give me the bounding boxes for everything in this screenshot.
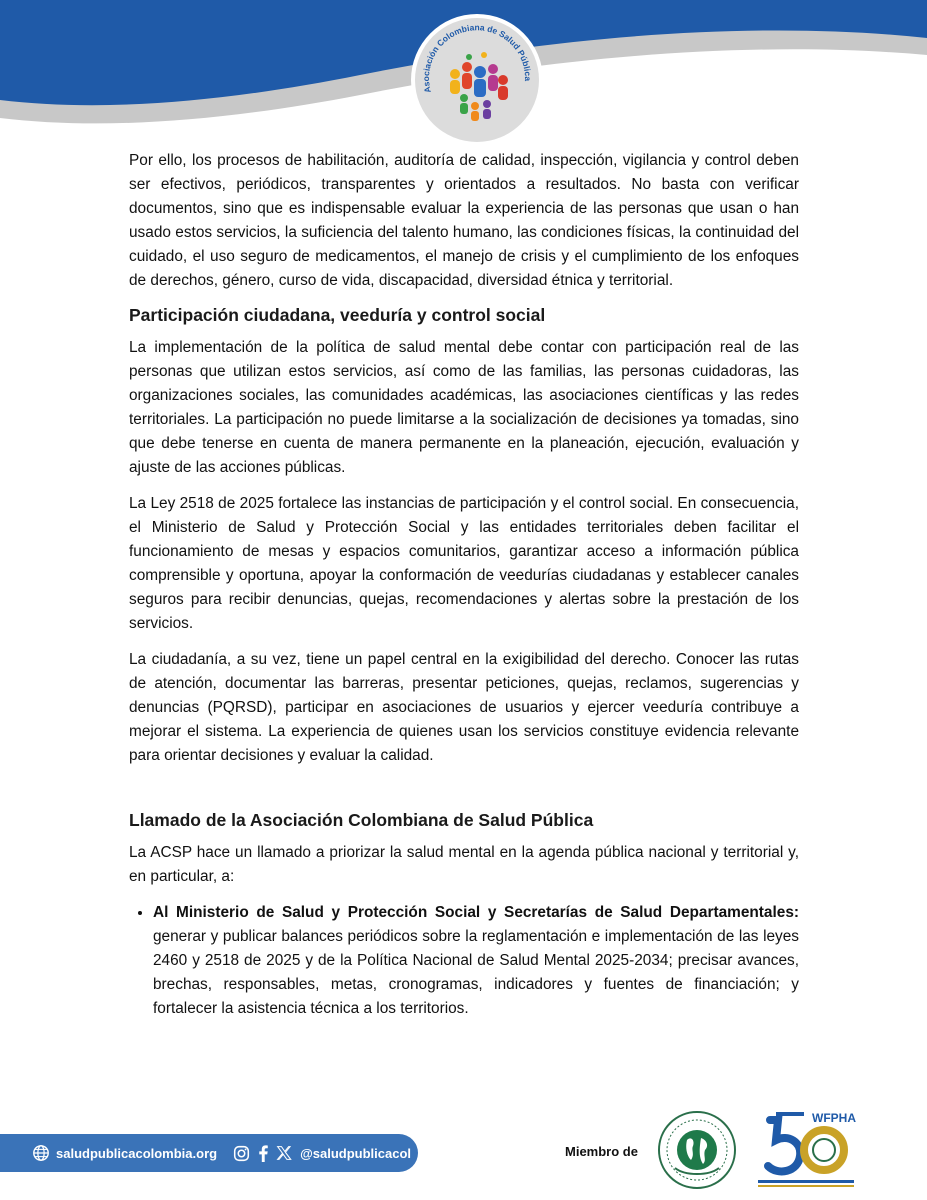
bullet-bold-lead: Al Ministerio de Salud y Protección Social y Secretarías de Salud Departamentales:	[153, 904, 799, 921]
paragraph-habilitacion: Por ello, los procesos de habilitación, auditoría de calidad, inspección, vigilancia y control deben ser efectivos, periódicos, transparentes y orientados a resultados. No basta con verificar documentos, sino que es indispensable evaluar la experiencia de las personas que usan o han usado estos servicios, la suficiencia del talento humano, las condiciones físicas, la continuidad del cuidado, el uso seguro de medicamentos, el manejo de crisis y el cumplimiento de los enfoques de derechos, género, curso de vida, discapacidad, diversidad étnica y territorial.	[129, 152, 799, 289]
paragraph-ley-2518: La Ley 2518 de 2025 fortalece las instancias de participación y el control social. En consecuencia, el Ministerio de Salud y Protección Social y las entidades territoriales deben facilitar el funcionamiento de mesas y espacios comunitarios, garantizar acceso a información pública comprensible y oportuna, apoyar la conformación de veedurías ciudadanas y establecer canales seguros para recibir denuncias, quejas, recomendaciones y alertas sobre la prestación de los servicios.	[129, 495, 799, 632]
x-icon[interactable]	[276, 1145, 292, 1161]
recommendation-list	[129, 901, 799, 1021]
instagram-icon[interactable]	[233, 1145, 250, 1162]
paragraph-acsp-llamado: La ACSP hace un llamado a priorizar la salud mental en la agenda pública nacional y territorial y, en particular, a:	[129, 844, 799, 885]
globe-icon	[32, 1144, 50, 1162]
wfpha-logo	[756, 1106, 856, 1192]
heading-participacion: Participación ciudadana, veeduría y control social	[129, 305, 546, 325]
footer-contact-bar	[0, 1134, 418, 1172]
bullet-text: generar y publicar balances periódicos sobre la reglamentación e implementación de las leyes 2460 y 2518 de 2025 y de la Política Nacional de Salud Mental 2025-2034; precisar avances, brechas, responsables, metas, cronogramas, indicadores y fuentes de financiación; y fortalecer la asistencia técnica a los territorios.	[153, 928, 799, 1017]
social-handle[interactable]: @saludpublicacol	[300, 1145, 411, 1161]
logo-text: Asociación Colombiana de Salud Pública	[420, 22, 534, 94]
acsp-logo	[409, 12, 545, 148]
list-item	[153, 901, 799, 1021]
aspa-logo	[657, 1110, 737, 1190]
wfpha-label: WFPHA	[812, 1111, 856, 1125]
heading-llamado: Llamado de la Asociación Colombiana de Salud Pública	[129, 810, 594, 830]
paragraph-implementacion: La implementación de la política de salud mental debe contar con participación real de las personas que utilizan estos servicios, así como de las familias, las personas cuidadoras, las organizaciones sociales, las comunidades académicas, las asociaciones científicas y las redes territoriales. La participación no puede limitarse a la socialización de decisiones ya tomadas, sino que debe tenerse en cuenta de manera permanente en la planeación, ejecución, evaluación y ajuste de las acciones públicas.	[129, 339, 799, 476]
facebook-icon[interactable]	[256, 1145, 270, 1162]
website-link[interactable]: saludpublicacolombia.org	[56, 1145, 218, 1161]
paragraph-ciudadania: La ciudadanía, a su vez, tiene un papel central en la exigibilidad del derecho. Conocer las rutas de atención, documentar las barreras, presentar peticiones, quejas, reclamos, sugerencias y denuncias (PQRSD), participar en asociaciones de usuarios y ejercer veeduría contribuye a mejorar el sistema. La experiencia de quienes usan los servicios constituye evidencia relevante para orientar decisiones y evaluar la calidad.	[129, 651, 799, 764]
member-label: Miembro de	[565, 1144, 638, 1159]
document-body	[129, 149, 799, 1021]
